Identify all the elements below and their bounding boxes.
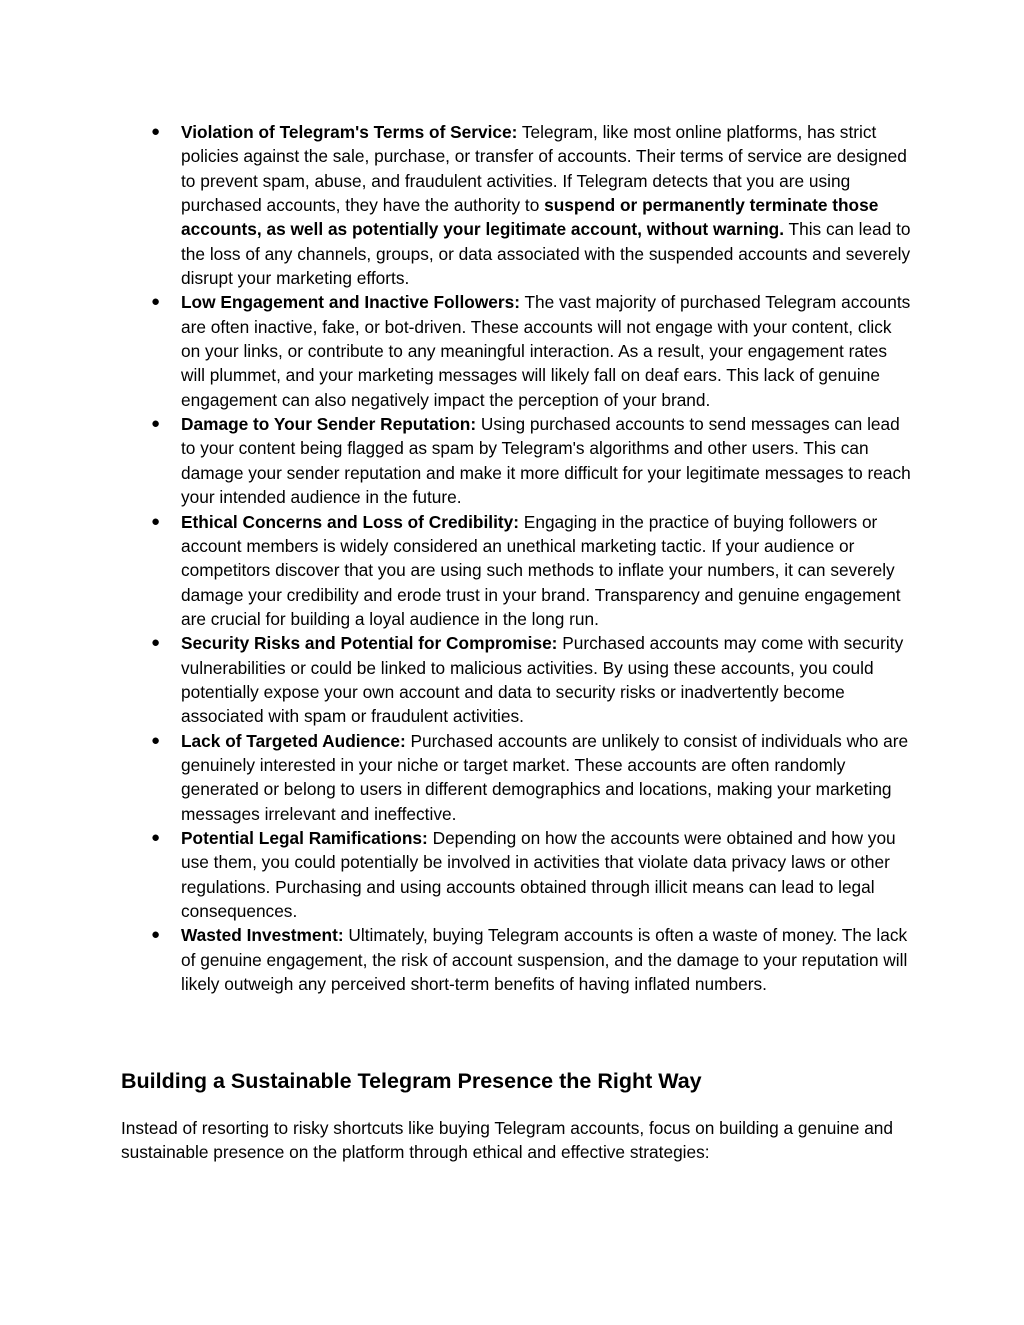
list-item (121, 729, 911, 826)
bullet-title: Security Risks and Potential for Compromise: (181, 633, 558, 654)
bullet-marker-icon: ● (151, 512, 161, 530)
bullet-text: Purchased accounts are unlikely to consist of individuals who are genuinely interested in your niche or target market. These accounts are often randomly generated or belong to users in different demographics and locations, making your marketing messages irrelevant and ineffective. (181, 730, 909, 824)
bullet-text: This can lead to the loss of any channels, groups, or data associated with the suspended accounts and severely disrupt your marketing efforts. (181, 219, 911, 289)
bullet-title: Lack of Targeted Audience: (181, 730, 406, 751)
bullet-emphasis: suspend or permanently terminate those accounts, as well as potentially your legitimate account, without warning. (181, 195, 879, 240)
bullet-title: Low Engagement and Inactive Followers: (181, 292, 520, 313)
bullet-title: Ethical Concerns and Loss of Credibility: (181, 511, 519, 532)
bullet-marker-icon: ● (151, 926, 161, 944)
list-item (121, 120, 911, 290)
bullet-text: Telegram, like most online platforms, has strict policies against the sale, purchase, or transfer of accounts. Their terms of service are designed to prevent spam, abuse, and fraudulent activities. If Telegram detects that you are using purchased accounts, they have the authority to (181, 122, 907, 216)
list-item (121, 826, 911, 923)
bullet-text: Ultimately, buying Telegram accounts is often a waste of money. The lack of genuine engagement, the risk of account suspension, and the damage to your reputation will likely outweigh any perceived short-term benefits of having inflated numbers. (181, 925, 908, 995)
bullet-text: Engaging in the practice of buying followers or account members is widely considered an unethical marketing tactic. If your audience or competitors discover that you are using such methods to inflate your numbers, it can severely damage your credibility and erode trust in your brand. Transparency and genuine engagement are crucial for building a loyal audience in the long run. (181, 511, 901, 629)
bullet-text: Using purchased accounts to send messages can lead to your content being flagged as spam by Telegram's algorithms and other users. This can damage your sender reputation and make it more difficult for your legitimate messages to reach your intended audience in the future. (181, 414, 911, 508)
bullet-text: Purchased accounts may come with security vulnerabilities or could be linked to malicious activities. By using these accounts, you could potentially expose your own account and data to security risks or inadvertently become associated with spam or fraudulent activities. (181, 633, 904, 727)
bullet-marker-icon: ● (151, 293, 161, 311)
bullet-title: Potential Legal Ramifications: (181, 827, 428, 848)
bullet-text: The vast majority of purchased Telegram accounts are often inactive, fake, or bot-driven. These accounts will not engage with your content, click on your links, or contribute to any meaningful interaction. As a result, your engagement rates will plummet, and your marketing messages will likely fall on deaf ears. This lack of genuine engagement can also negatively impact the perception of your brand. (181, 292, 911, 410)
risk-bullet-list (121, 120, 911, 996)
list-item (121, 290, 911, 412)
bullet-marker-icon: ● (151, 828, 161, 846)
bullet-text: Depending on how the accounts were obtained and how you use them, you could potentially be involved in activities that violate data privacy laws or other regulations. Purchasing and using accounts obtained through illicit means can lead to legal consequences. (181, 827, 896, 921)
bullet-marker-icon: ● (151, 634, 161, 652)
section-heading: Building a Sustainable Telegram Presence the Right Way (121, 1069, 702, 1093)
bullet-marker-icon: ● (151, 731, 161, 749)
bullet-title: Violation of Telegram's Terms of Service: (181, 122, 518, 142)
section-paragraph: Instead of resorting to risky shortcuts like buying Telegram accounts, focus on building a genuine and sustainable presence on the platform through ethical and effective strategies: (121, 1118, 894, 1163)
list-item (121, 923, 911, 996)
bullet-title: Wasted Investment: (181, 925, 344, 946)
bullet-marker-icon: ● (151, 415, 161, 433)
list-item (121, 412, 911, 509)
bullet-marker-icon: ● (151, 123, 161, 140)
list-item (121, 631, 911, 728)
list-item (121, 510, 911, 632)
bullet-title: Damage to Your Sender Reputation: (181, 414, 477, 435)
